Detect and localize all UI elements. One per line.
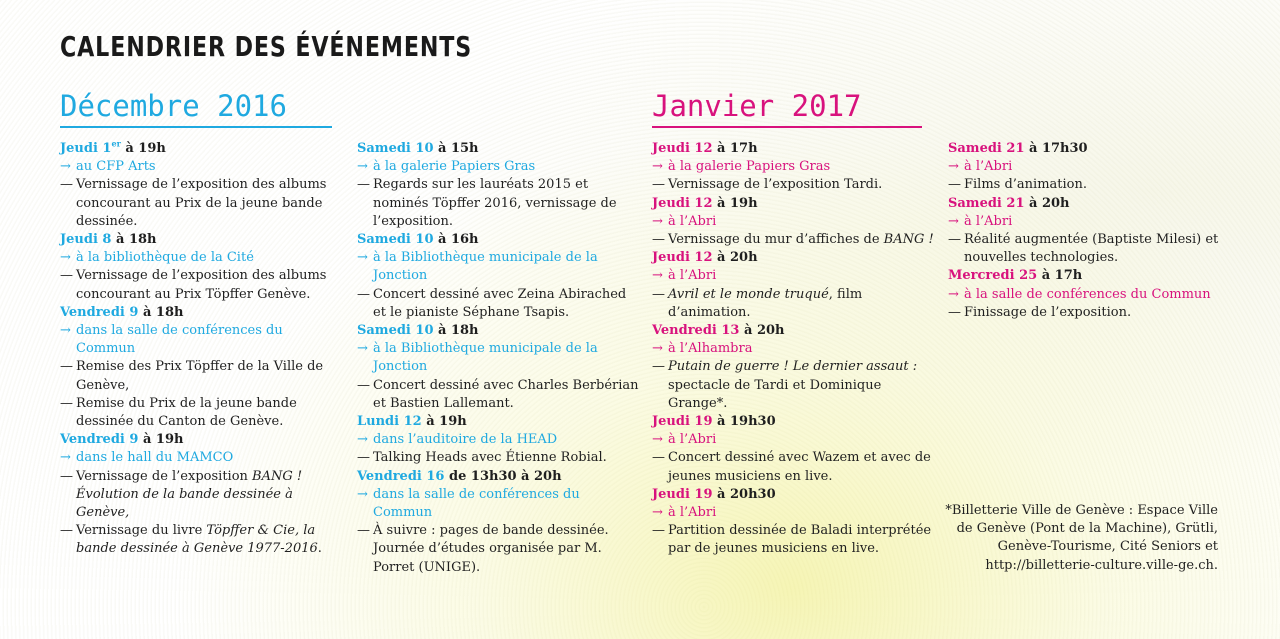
december-column-1 (60, 140, 345, 559)
event-venue-label: à l’Abri (964, 159, 1013, 175)
event-description (948, 176, 1238, 194)
event-day: Jeudi 19 (652, 486, 713, 502)
event-time: à 19h30 (712, 414, 776, 430)
event-item (357, 140, 642, 231)
event-time: à 18h (433, 323, 479, 339)
event-item (357, 468, 642, 577)
event-description (948, 231, 1238, 267)
event-description (357, 286, 642, 322)
description-text: Vernissage de l’exposition Tardi. (668, 177, 883, 193)
em-dash-marker: — (652, 286, 665, 302)
event-description (357, 377, 642, 413)
event-time: à 17h (1037, 268, 1083, 284)
event-time: à 20h30 (712, 486, 776, 502)
event-day: Jeudi 19 (652, 414, 713, 430)
event-venue (60, 322, 345, 358)
event-item (652, 413, 937, 486)
description-text: Vernissage de l’exposition des albums concourant au Prix de la jeune bande dessinée. (76, 177, 327, 229)
right-arrow-icon: → (357, 432, 368, 448)
description-text: spectacle de Tardi et Dominique Grange*. (668, 377, 882, 411)
em-dash-marker: — (60, 177, 73, 193)
description-text: Concert dessiné avec Zeina Abirached et le pianiste Séphane Tsapis. (373, 286, 627, 320)
event-description (652, 286, 937, 322)
event-time: à 17h30 (1024, 141, 1088, 156)
event-date (652, 140, 937, 158)
event-item (652, 486, 937, 559)
description-text: Concert dessiné avec Charles Berbérian et Bastien Lallemant. (373, 377, 639, 411)
event-date (60, 431, 345, 449)
event-day: Samedi 21 (948, 195, 1025, 211)
event-venue (357, 249, 642, 285)
description-text: , film d’animation. (668, 286, 863, 320)
page-title: CALENDRIER DES ÉVÉNEMENTS (60, 30, 473, 63)
description-text: Concert dessiné avec Wazem et avec de jeunes musiciens en live. (668, 450, 931, 484)
event-item (652, 140, 937, 195)
ticketing-footnote: *Billetterie Ville de Genève : Espace Ville de Genève (Pont de la Machine), Grütli, Genève-Tourisme, Cité Seniors et http://billetterie-culture.ville-ge.ch. (945, 503, 1218, 573)
description-text: Remise du Prix de la jeune bande dessinée du Canton de Genève. (76, 395, 297, 430)
event-venue-label: à l’Abri (964, 213, 1013, 229)
event-venue-label: dans la salle de conférences du Commun (373, 486, 580, 521)
em-dash-marker: — (652, 177, 665, 193)
em-dash-marker: — (357, 450, 370, 466)
em-dash-marker: — (357, 177, 370, 193)
event-day: Lundi 12 (357, 414, 422, 430)
event-item (357, 413, 642, 468)
event-description (357, 176, 642, 231)
event-venue-label: dans l’auditoire de la HEAD (373, 432, 558, 448)
january-column-1 (652, 140, 937, 559)
em-dash-marker: — (60, 359, 73, 375)
event-date (948, 195, 1238, 213)
event-date (60, 304, 345, 322)
event-item (948, 267, 1238, 322)
event-date (652, 322, 937, 340)
event-date (948, 140, 1238, 158)
description-title: BANG ! Évolution de la bande dessinée à Genève, (76, 468, 303, 521)
right-arrow-icon: → (948, 286, 959, 302)
em-dash-marker: — (652, 232, 665, 248)
right-arrow-icon: → (652, 341, 663, 357)
event-venue (948, 286, 1238, 304)
event-time: à 20h (712, 250, 758, 266)
event-description (357, 522, 642, 577)
em-dash-marker: — (948, 232, 961, 248)
event-description (652, 522, 937, 558)
event-venue-label: à l’Abri (668, 505, 717, 521)
event-venue (60, 249, 345, 267)
event-date (948, 267, 1238, 285)
event-venue (948, 158, 1238, 176)
description-title: BANG ! (883, 232, 934, 248)
event-day: Jeudi 12 (652, 195, 713, 211)
event-venue (948, 213, 1238, 231)
description-text: Finissage de l’exposition. (964, 304, 1132, 320)
event-day: Samedi 10 (357, 323, 434, 339)
event-venue-label: au CFP Arts (76, 159, 156, 175)
event-item (948, 140, 1238, 195)
event-venue (357, 340, 642, 376)
event-day: Samedi 10 (357, 141, 434, 156)
event-venue (357, 431, 642, 449)
em-dash-marker: — (60, 268, 73, 284)
event-venue (652, 267, 937, 285)
em-dash-marker: — (60, 523, 73, 539)
event-day: Jeudi 12 (652, 250, 713, 266)
event-description (60, 267, 345, 303)
event-venue-label: à la galerie Papiers Gras (668, 159, 831, 175)
event-venue-label: à l’Abri (668, 432, 717, 448)
event-date (60, 140, 345, 158)
description-text: Vernissage de l’exposition des albums concourant au Prix Töpffer Genève. (76, 268, 327, 302)
event-description (60, 358, 345, 394)
event-description (948, 304, 1238, 322)
description-title: Putain de guerre ! Le dernier assaut : (668, 359, 918, 375)
event-venue (652, 431, 937, 449)
event-venue-label: à la galerie Papiers Gras (373, 159, 536, 175)
description-text: Vernissage de l’exposition (76, 468, 253, 484)
em-dash-marker: — (60, 395, 73, 411)
description-text: À suivre : pages de bande dessinée. Journée d’études organisée par M. Porret (UNIGE). (373, 523, 609, 575)
event-time: à 20h (739, 323, 785, 339)
event-venue-label: dans la salle de conférences du Commun (76, 323, 283, 357)
event-venue (60, 449, 345, 467)
event-date (357, 413, 642, 431)
right-arrow-icon: → (652, 213, 663, 229)
description-text: Regards sur les lauréats 2015 et nominés Töpffer 2016, vernissage de l’exposition. (373, 177, 617, 229)
right-arrow-icon: → (357, 486, 368, 502)
event-description (357, 449, 642, 467)
description-text: Partition dessinée de Baladi interprétée par de jeunes musiciens en live. (668, 523, 932, 557)
event-day: Vendredi 16 (357, 468, 445, 484)
december-column-2 (357, 140, 642, 577)
event-description (652, 358, 937, 413)
event-venue (60, 158, 345, 176)
em-dash-marker: — (652, 359, 665, 375)
event-time: à 19h (120, 141, 166, 156)
event-item (652, 322, 937, 413)
event-day: Jeudi 12 (652, 141, 713, 156)
event-time: à 16h (433, 232, 479, 248)
event-date (652, 249, 937, 267)
right-arrow-icon: → (948, 159, 959, 175)
event-description (60, 395, 345, 431)
event-time: à 18h (138, 304, 184, 320)
event-date (357, 231, 642, 249)
event-venue-label: dans le hall du MAMCO (76, 450, 234, 466)
event-time: à 19h (421, 414, 467, 430)
description-title: Avril et le monde truqué (668, 286, 829, 302)
description-text: Talking Heads avec Étienne Robial. (373, 450, 607, 466)
event-date (357, 322, 642, 340)
event-item (60, 304, 345, 431)
event-description (60, 522, 345, 558)
event-description (60, 176, 345, 231)
right-arrow-icon: → (357, 341, 368, 357)
event-time: à 20h (1024, 195, 1070, 211)
event-description (652, 176, 937, 194)
right-arrow-icon: → (948, 213, 959, 229)
right-arrow-icon: → (652, 159, 663, 175)
em-dash-marker: — (60, 468, 73, 484)
event-venue-label: à l’Abri (668, 268, 717, 284)
event-date (357, 468, 642, 486)
event-day: Samedi 21 (948, 141, 1025, 156)
event-description (652, 449, 937, 485)
event-day: Jeudi 8 (60, 232, 112, 248)
event-time: à 18h (111, 232, 157, 248)
event-time: de 13h30 à 20h (444, 468, 562, 484)
event-time: à 19h (712, 195, 758, 211)
event-item (357, 322, 642, 413)
event-venue-label: à l’Alhambra (668, 341, 753, 357)
right-arrow-icon: → (652, 505, 663, 521)
event-venue (652, 340, 937, 358)
event-day: Vendredi 13 (652, 323, 740, 339)
event-item (60, 431, 345, 558)
event-day: Vendredi 9 (60, 304, 139, 320)
event-venue-label: à la Bibliothèque municipale de la Jonction (373, 341, 598, 375)
event-day: Vendredi 9 (60, 432, 139, 448)
event-venue-label: à la salle de conférences du Commun (964, 286, 1211, 302)
description-title: Töpffer & Cie, la bande dessinée à Genève 1977-2016 (76, 523, 318, 557)
event-description (652, 231, 937, 249)
month-heading-january: Janvier 2017 (652, 88, 922, 128)
event-day: Jeudi 1 (60, 141, 112, 156)
em-dash-marker: — (652, 523, 665, 539)
right-arrow-icon: → (60, 159, 71, 175)
event-date (652, 486, 937, 504)
event-date (652, 413, 937, 431)
event-venue (652, 213, 937, 231)
description-text: Vernissage du livre (76, 523, 207, 539)
event-date (357, 140, 642, 158)
em-dash-marker: — (948, 177, 961, 193)
january-column-2 (948, 140, 1238, 322)
right-arrow-icon: → (357, 159, 368, 175)
right-arrow-icon: → (357, 250, 368, 266)
event-venue-label: à la Bibliothèque municipale de la Jonction (373, 250, 598, 284)
month-heading-december: Décembre 2016 (60, 88, 332, 128)
right-arrow-icon: → (652, 432, 663, 448)
right-arrow-icon: → (60, 450, 71, 466)
event-time: à 15h (433, 141, 479, 156)
event-venue (357, 486, 642, 522)
description-text: . (317, 541, 322, 557)
em-dash-marker: — (652, 450, 665, 466)
event-item (652, 249, 937, 322)
event-time: à 19h (138, 432, 184, 448)
event-item (357, 231, 642, 322)
event-day: Mercredi 25 (948, 268, 1038, 284)
event-time: à 17h (712, 141, 758, 156)
event-description (60, 468, 345, 523)
em-dash-marker: — (357, 286, 370, 302)
right-arrow-icon: → (60, 323, 71, 339)
event-date (60, 231, 345, 249)
event-venue (652, 504, 937, 522)
event-item (60, 231, 345, 304)
event-item (652, 195, 937, 250)
em-dash-marker: — (948, 304, 961, 320)
event-venue-label: à l’Abri (668, 213, 717, 229)
event-venue (652, 158, 937, 176)
event-date (652, 195, 937, 213)
event-day-ordinal: er (111, 138, 121, 149)
description-text: Films d’animation. (964, 177, 1087, 193)
event-venue (357, 158, 642, 176)
event-venue-label: à la bibliothèque de la Cité (76, 250, 254, 266)
right-arrow-icon: → (60, 250, 71, 266)
description-text: Remise des Prix Töpffer de la Ville de Genève, (76, 359, 324, 393)
description-text: Vernissage du mur d’affiches de (668, 232, 884, 248)
right-arrow-icon: → (652, 268, 663, 284)
event-day: Samedi 10 (357, 232, 434, 248)
em-dash-marker: — (357, 377, 370, 393)
em-dash-marker: — (357, 523, 370, 539)
event-item (948, 195, 1238, 268)
description-text: Réalité augmentée (Baptiste Milesi) et nouvelles technologies. (964, 232, 1219, 266)
event-item (60, 140, 345, 231)
